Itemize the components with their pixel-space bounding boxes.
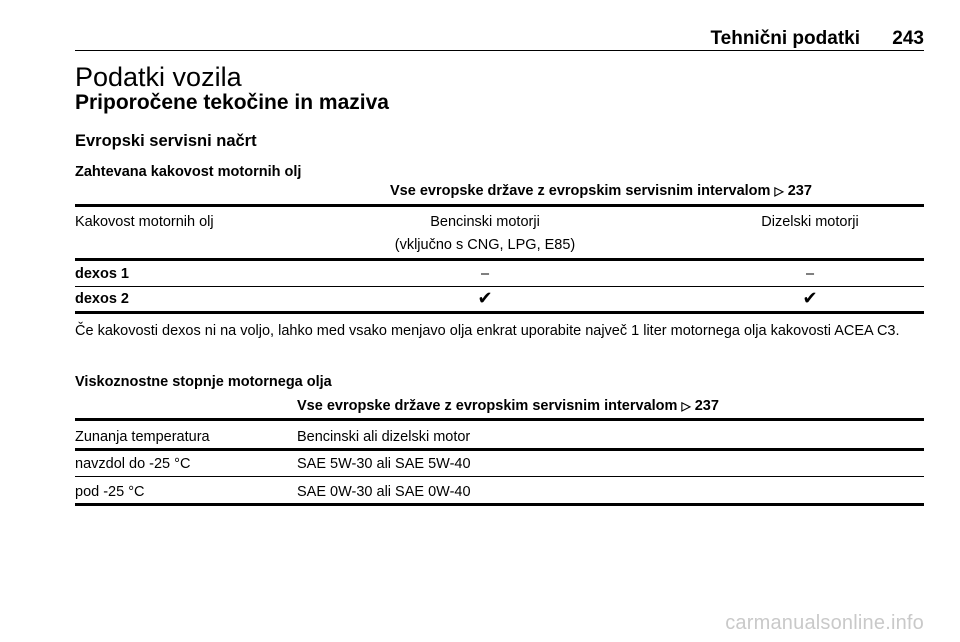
table1-header-rule (75, 258, 924, 261)
table2-row-grade: SAE 0W-30 ali SAE 0W-40 (297, 484, 471, 500)
checkmark-icon: ✔ (477, 288, 493, 308)
table1-span-header-ref[interactable]: 237 (787, 183, 812, 199)
table1-col-header-petrol-sub: (vključno s CNG, LPG, E85) (394, 237, 576, 253)
table1-col-header-quality: Kakovost motornih olj (75, 214, 214, 230)
section-heading: Priporočene tekočine in maziva (75, 91, 389, 114)
subsection-heading: Evropski servisni načrt (75, 132, 257, 150)
table1-row-petrol: – (480, 266, 490, 282)
table1-row-divider (75, 286, 924, 287)
table1-top-rule (75, 204, 924, 207)
table1-bottom-rule (75, 311, 924, 314)
table2-span-header-text: Vse evropske države z evropskim servisnim intervalom (297, 398, 678, 414)
table1-col-header-diesel: Dizelski motorji (761, 214, 859, 230)
table1-span-header (390, 183, 812, 199)
page-title: Podatki vozila (75, 62, 242, 92)
table1-row-diesel: – (805, 266, 815, 282)
site-watermark: carmanualsonline.info (725, 612, 924, 634)
running-header-title: Tehnični podatki (710, 28, 860, 49)
table2-top-rule (75, 418, 924, 421)
table2-row-grade: SAE 5W-30 ali SAE 5W-40 (297, 456, 471, 472)
table2-col-header-grade: Bencinski ali dizelski motor (297, 429, 471, 445)
table1-col-header-petrol: Bencinski motorji (430, 214, 540, 230)
page-reference-icon: ▷ (774, 184, 784, 198)
page-number: 243 (892, 28, 924, 49)
header-divider (75, 50, 924, 51)
table1-span-header-text: Vse evropske države z evropskim servisnim intervalom (390, 183, 771, 199)
table2-bottom-rule (75, 503, 924, 506)
checkmark-icon: ✔ (802, 288, 818, 308)
table2-span-header-ref[interactable]: 237 (694, 398, 719, 414)
dexos-note: Če kakovosti dexos ni na voljo, lahko med vsako menjavo olja enkrat uporabite največ 1 liter motornega olja kakovosti ACEA C3. (75, 323, 900, 339)
table2-row-temp: pod -25 °C (75, 484, 145, 500)
table2-col-header-temp: Zunanja temperatura (75, 429, 210, 445)
table2-caption: Viskoznostne stopnje motornega olja (75, 374, 332, 390)
table2-row-divider (75, 476, 924, 477)
table2-row-temp: navzdol do -25 °C (75, 456, 191, 472)
table1-caption: Zahtevana kakovost motornih olj (75, 164, 302, 180)
table1-row-label: dexos 2 (75, 291, 129, 307)
page-reference-icon: ▷ (681, 399, 691, 413)
table1-row-label: dexos 1 (75, 266, 129, 282)
table2-span-header (297, 398, 719, 414)
table2-header-rule (75, 448, 924, 451)
